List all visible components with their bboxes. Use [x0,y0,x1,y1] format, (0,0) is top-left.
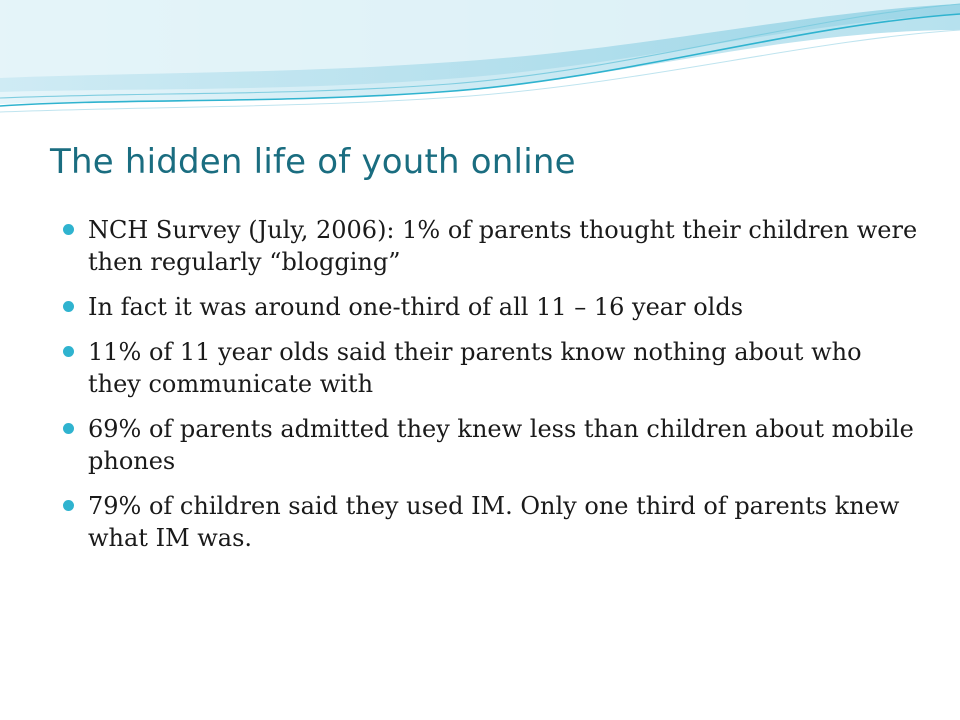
bullet-text: In fact it was around one-third of all 11 – 16 year olds [88,293,744,321]
bullet-text: 69% of parents admitted they knew less than children about mobile phones [88,415,914,475]
bullet-dot-icon [63,301,74,312]
bullet-dot-icon [63,224,74,235]
bullet-item [88,291,918,323]
bullet-item [88,490,918,554]
bullet-text: 79% of children said they used IM. Only one third of parents knew what IM was. [88,492,900,552]
bullet-text: 11% of 11 year olds said their parents know nothing about who they communicate with [88,338,862,398]
bullet-list [88,214,918,567]
slide-title: The hidden life of youth online [50,142,576,182]
wave-header-decoration [0,0,960,130]
bullet-item [88,214,918,278]
bullet-item [88,336,918,400]
bullet-dot-icon [63,500,74,511]
bullet-text: NCH Survey (July, 2006): 1% of parents thought their children were then regularly “blogging” [88,216,918,276]
bullet-dot-icon [63,346,74,357]
bullet-dot-icon [63,423,74,434]
bullet-item [88,413,918,477]
